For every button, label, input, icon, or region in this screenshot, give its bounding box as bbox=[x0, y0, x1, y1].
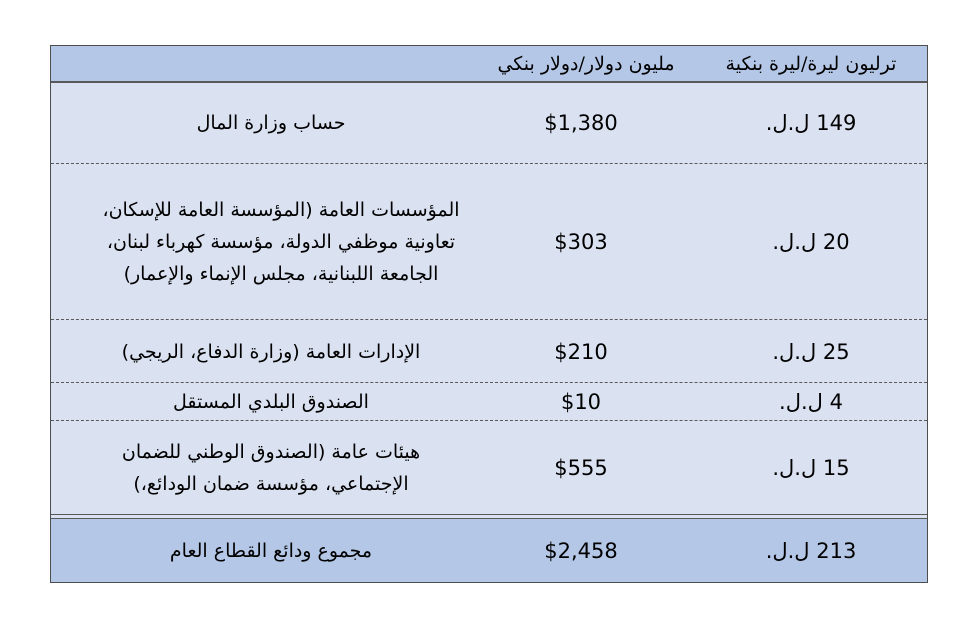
table-row bbox=[51, 384, 927, 421]
row-description: الصندوق البلدي المستقل bbox=[173, 391, 369, 413]
header-usd-column: مليون دولار/دولار بنكي bbox=[497, 52, 675, 75]
row-usd-value: $555 bbox=[554, 456, 608, 480]
row-usd-value: $10 bbox=[560, 390, 602, 414]
row-description: الإدارات العامة (وزارة الدفاع، الريجي) bbox=[121, 340, 421, 363]
table-header-row bbox=[51, 46, 927, 83]
row-lbp-value: 15 ل.ل. bbox=[772, 456, 850, 480]
row-description: حساب وزارة المال bbox=[196, 112, 346, 134]
row-description: المؤسسات العامة (المؤسسة العامة للإسكان، تعاونية موظفي الدولة، مؤسسة كهرباء لبنان، الجامعة اللبنانية، مجلس الإنماء والإعمار) bbox=[102, 199, 460, 285]
row-lbp-value: 4 ل.ل. bbox=[779, 390, 843, 414]
table-row bbox=[51, 83, 927, 164]
table-row bbox=[51, 422, 927, 515]
header-lbp-column: ترليون ليرة/ليرة بنكية bbox=[725, 52, 897, 75]
public-sector-deposits-table bbox=[50, 45, 928, 583]
row-usd-value: $210 bbox=[554, 339, 608, 364]
total-lbp-value: 213 ل.ل. bbox=[765, 538, 857, 563]
row-lbp-value: 20 ل.ل. bbox=[772, 230, 850, 254]
row-description: هيئات عامة (الصندوق الوطني للضمان الإجتماعي، مؤسسة ضمان الودائع،) bbox=[121, 441, 421, 495]
table-row bbox=[51, 321, 927, 383]
total-usd-value: $2,458 bbox=[544, 538, 618, 563]
row-lbp-value: 25 ل.ل. bbox=[772, 339, 850, 364]
total-description: مجموع ودائع القطاع العام bbox=[169, 539, 373, 562]
table-row bbox=[51, 165, 927, 320]
row-usd-value: $1,380 bbox=[544, 111, 618, 135]
row-usd-value: $303 bbox=[554, 230, 608, 254]
table-total-row bbox=[51, 518, 927, 582]
row-lbp-value: 149 ل.ل. bbox=[765, 111, 857, 135]
